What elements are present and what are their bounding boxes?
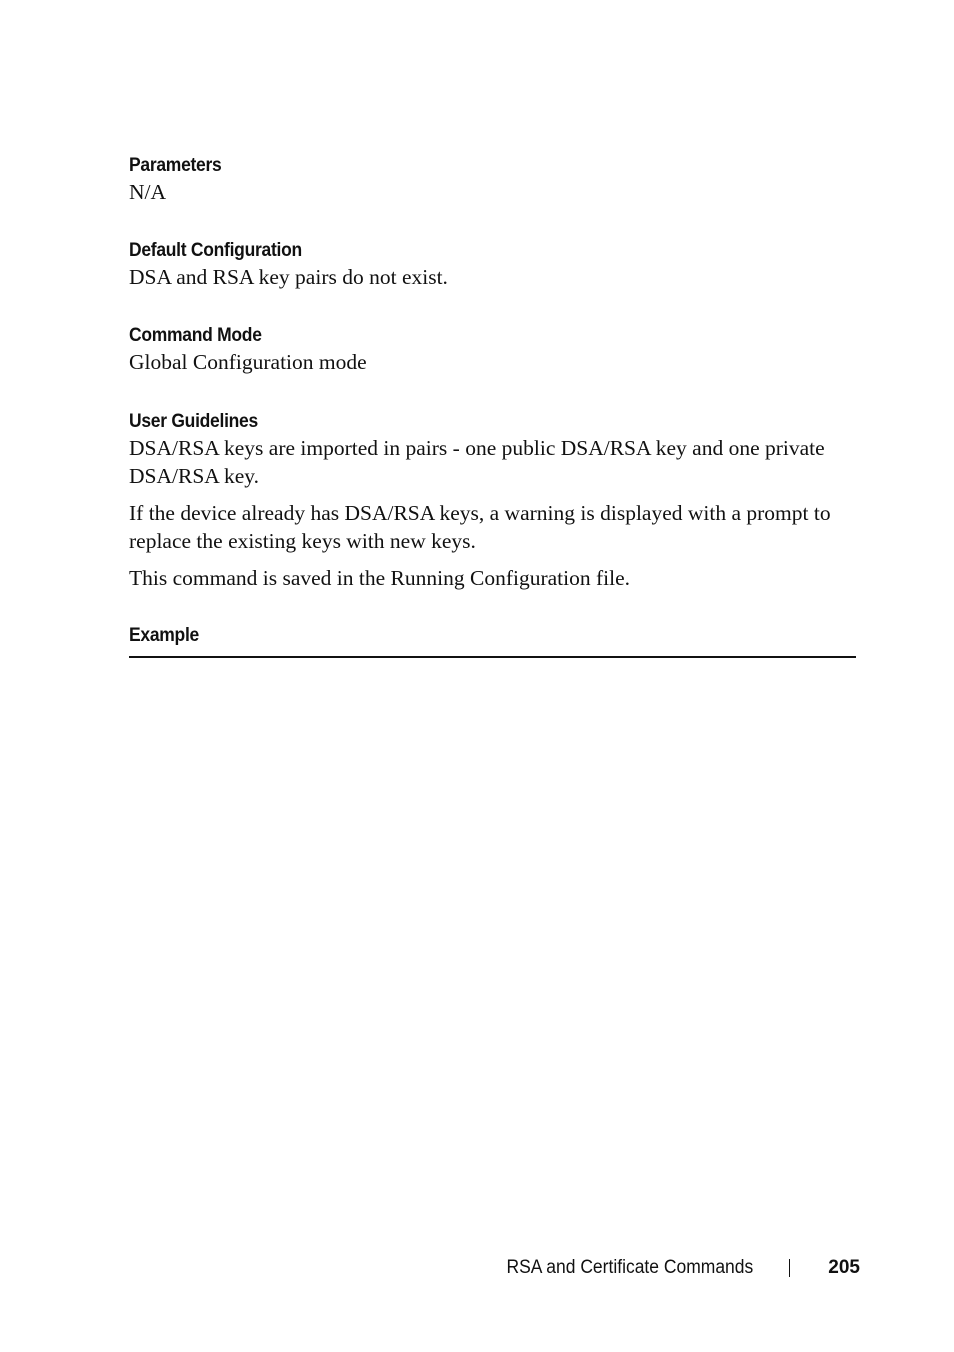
command-mode-body: Global Configuration mode	[129, 350, 367, 374]
user-guidelines-heading: User Guidelines	[129, 411, 258, 432]
user-guidelines-paragraph: DSA/RSA keys are imported in pairs - one public DSA/RSA key and one private DSA/RSA key.	[129, 436, 825, 488]
default-configuration-section	[129, 238, 856, 323]
default-configuration-body: DSA and RSA key pairs do not exist.	[129, 265, 448, 289]
user-guidelines-paragraph: If the device already has DSA/RSA keys, a warning is displayed with a prompt to replace the existing keys with new keys.	[129, 501, 831, 553]
parameters-heading: Parameters	[129, 155, 222, 176]
page-number: 205	[828, 1257, 860, 1278]
page-footer	[485, 1256, 860, 1280]
example-divider	[129, 656, 856, 658]
user-guidelines-paragraph: This command is saved in the Running Configuration file.	[129, 566, 630, 590]
example-heading: Example	[129, 624, 199, 646]
default-configuration-heading: Default Configuration	[129, 240, 302, 261]
parameters-body: N/A	[129, 180, 167, 204]
footer-chapter-title: RSA and Certificate Commands	[506, 1257, 754, 1278]
example-section	[129, 623, 856, 658]
footer-separator	[789, 1259, 790, 1277]
parameters-section	[129, 153, 856, 238]
command-mode-heading: Command Mode	[129, 325, 262, 346]
user-guidelines-section	[129, 409, 856, 593]
command-mode-section	[129, 323, 856, 409]
page-content	[129, 153, 856, 658]
